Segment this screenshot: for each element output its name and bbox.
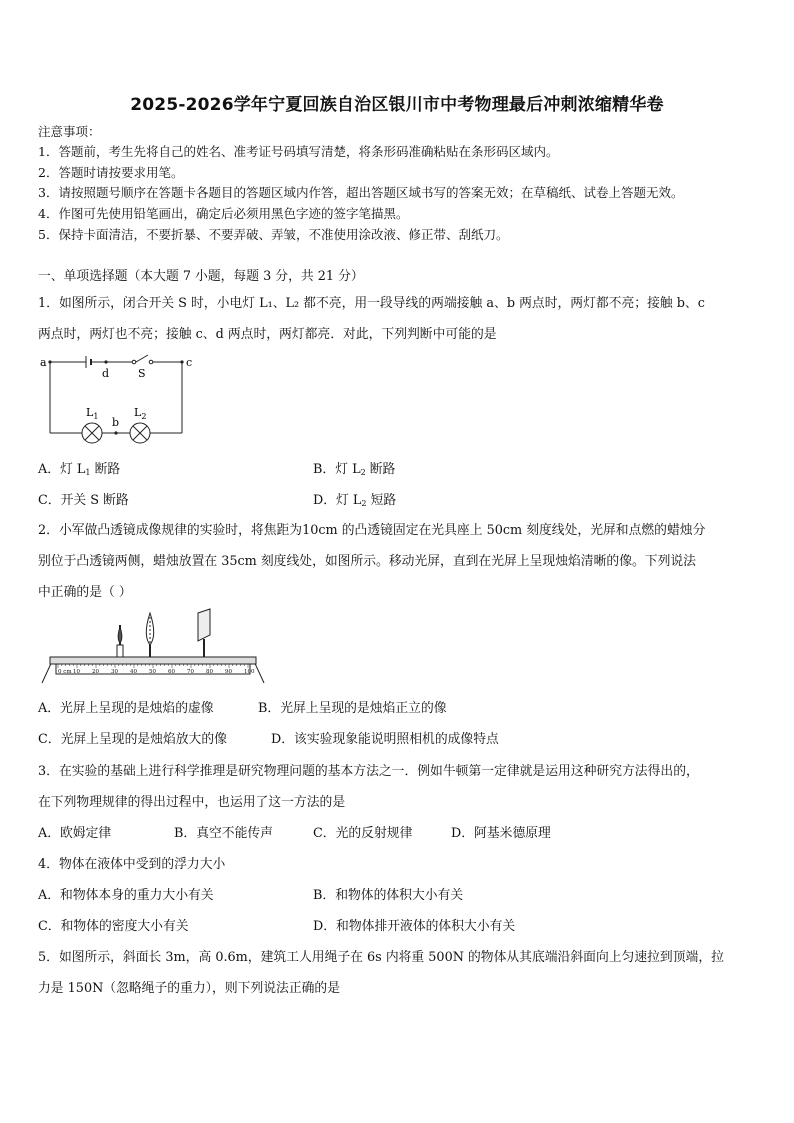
q2-optical-bench-diagram xyxy=(40,605,266,685)
node-b-dot xyxy=(114,431,117,434)
q1-stem-line1: 1．如图所示，闭合开关 S 时，小电灯 L₁、L₂ 都不亮，用一段导线的两端接触 a、b 两点时，两灯都不亮；接触 b、c xyxy=(38,296,705,311)
section-heading: 一、单项选择题（本大题 7 小题，每题 3 分，共 21 分） xyxy=(38,269,364,284)
q1-option-a: A．灯 $L_1$ 断路 xyxy=(38,462,121,477)
ruler-label: 80 xyxy=(206,669,213,675)
ruler-label: 90 xyxy=(225,669,232,675)
label-l1: $L_1$ xyxy=(86,406,99,421)
note-item-3: 3．请按照题号顺序在答题卡各题目的答题区域内作答，超出答题区域书写的答案无效；在草稿纸、试卷上答题无效。 xyxy=(38,185,684,200)
note-item-1: 1．答题前，考生先将自己的姓名、准考证号码填写清楚，将条形码准确粘贴在条形码区域内。 xyxy=(38,144,559,159)
label-c: c xyxy=(186,356,193,369)
q2-option-b: B．光屏上呈现的是烛焰正立的像 xyxy=(258,701,447,716)
switch-pivot xyxy=(132,360,136,364)
ruler-label: 40 xyxy=(130,669,137,675)
q4-option-d: D．和物体排开液体的体积大小有关 xyxy=(313,919,516,934)
label-a: a xyxy=(40,356,47,369)
ruler-label: 60 xyxy=(168,669,175,675)
label-l2: $L_2$ xyxy=(134,406,147,421)
ruler-label: 20 xyxy=(92,669,99,675)
node-d-dot xyxy=(104,360,107,363)
q4-option-c: C．和物体的密度大小有关 xyxy=(38,919,189,934)
q2-stem-line3: 中正确的是（ ） xyxy=(38,585,132,600)
q1-option-d: D．灯 $L_2$ 短路 xyxy=(313,493,397,508)
label-d: d xyxy=(102,367,110,380)
q1-option-c: C．开关 S 断路 xyxy=(38,493,129,508)
q3-option-a: A．欧姆定律 xyxy=(38,826,112,841)
notes-heading: 注意事项： xyxy=(38,124,101,139)
q4-stem: 4．物体在液体中受到的浮力大小 xyxy=(38,857,226,872)
page-title: 2025-2026学年宁夏回族自治区银川市中考物理最后冲刺浓缩精华卷 xyxy=(130,95,664,115)
q1-stem-line2: 两点时，两灯也不亮；接触 c、d 两点时，两灯都亮．对此，下列判断中可能的是 xyxy=(38,327,497,342)
q1-option-b: B．灯 $L_2$ 断路 xyxy=(313,462,396,477)
switch-contact xyxy=(149,360,153,364)
q5-stem-line1: 5．如图所示，斜面长 3m，高 0.6m，建筑工人用绳子在 6s 内将重 500N 的物体从其底端沿斜面向上匀速拉到顶端，拉 xyxy=(38,950,724,965)
q3-option-b: B．真空不能传声 xyxy=(174,826,273,841)
q2-stem-line1: 2．小军做凸透镜成像规律的实验时，将焦距为10cm 的凸透镜固定在光具座上 50cm 刻度线处，光屏和点燃的蜡烛分 xyxy=(38,523,706,538)
q4-option-a: A．和物体本身的重力大小有关 xyxy=(38,888,214,903)
q3-stem-line1: 3．在实验的基础上进行科学推理是研究物理问题的基本方法之一．例如牛顿第一定律就是运用这种研究方法得出的， xyxy=(38,764,699,779)
ruler-label: 100 xyxy=(244,669,255,675)
q4-option-b: B．和物体的体积大小有关 xyxy=(313,888,464,903)
q2-option-d: D．该实验现象能说明照相机的成像特点 xyxy=(271,732,499,747)
node-c-dot xyxy=(180,360,183,363)
ruler-label: 30 xyxy=(111,669,118,675)
ruler-label: 10 xyxy=(73,669,80,675)
q1-circuit-diagram xyxy=(36,352,196,447)
q3-option-c: C．光的反射规律 xyxy=(313,826,413,841)
q2-stem-line2: 别位于凸透镜两侧，蜡烛放置在 35cm 刻度线处，如图所示。移动光屏，直到在光屏上呈现烛焰清晰的像。下列说法 xyxy=(38,554,696,569)
q3-stem-line2: 在下列物理规律的得出过程中，也运用了这一方法的是 xyxy=(38,795,346,810)
ruler-label: 50 xyxy=(149,669,156,675)
note-item-5: 5．保持卡面清洁，不要折暴、不要弄破、弄皱，不准使用涂改液、修正带、刮纸刀。 xyxy=(38,227,509,242)
note-item-4: 4．作图可先使用铅笔画出，确定后必须用黑色字迹的签字笔描黑。 xyxy=(38,206,409,221)
ruler-label: 70 xyxy=(187,669,194,675)
node-a-dot xyxy=(48,360,51,363)
q2-option-a: A．光屏上呈现的是烛焰的虚像 xyxy=(38,701,214,716)
label-s: S xyxy=(138,367,146,380)
q2-option-c: C．光屏上呈现的是烛焰放大的像 xyxy=(38,732,227,747)
q5-stem-line2: 力是 150N（忽略绳子的重力），则下列说法正确的是 xyxy=(38,981,341,996)
q3-option-d: D．阿基米德原理 xyxy=(451,826,551,841)
note-item-2: 2．答题时请按要求用笔。 xyxy=(38,165,184,180)
ruler-label: 0 cm xyxy=(58,669,72,675)
label-b: b xyxy=(112,416,120,429)
